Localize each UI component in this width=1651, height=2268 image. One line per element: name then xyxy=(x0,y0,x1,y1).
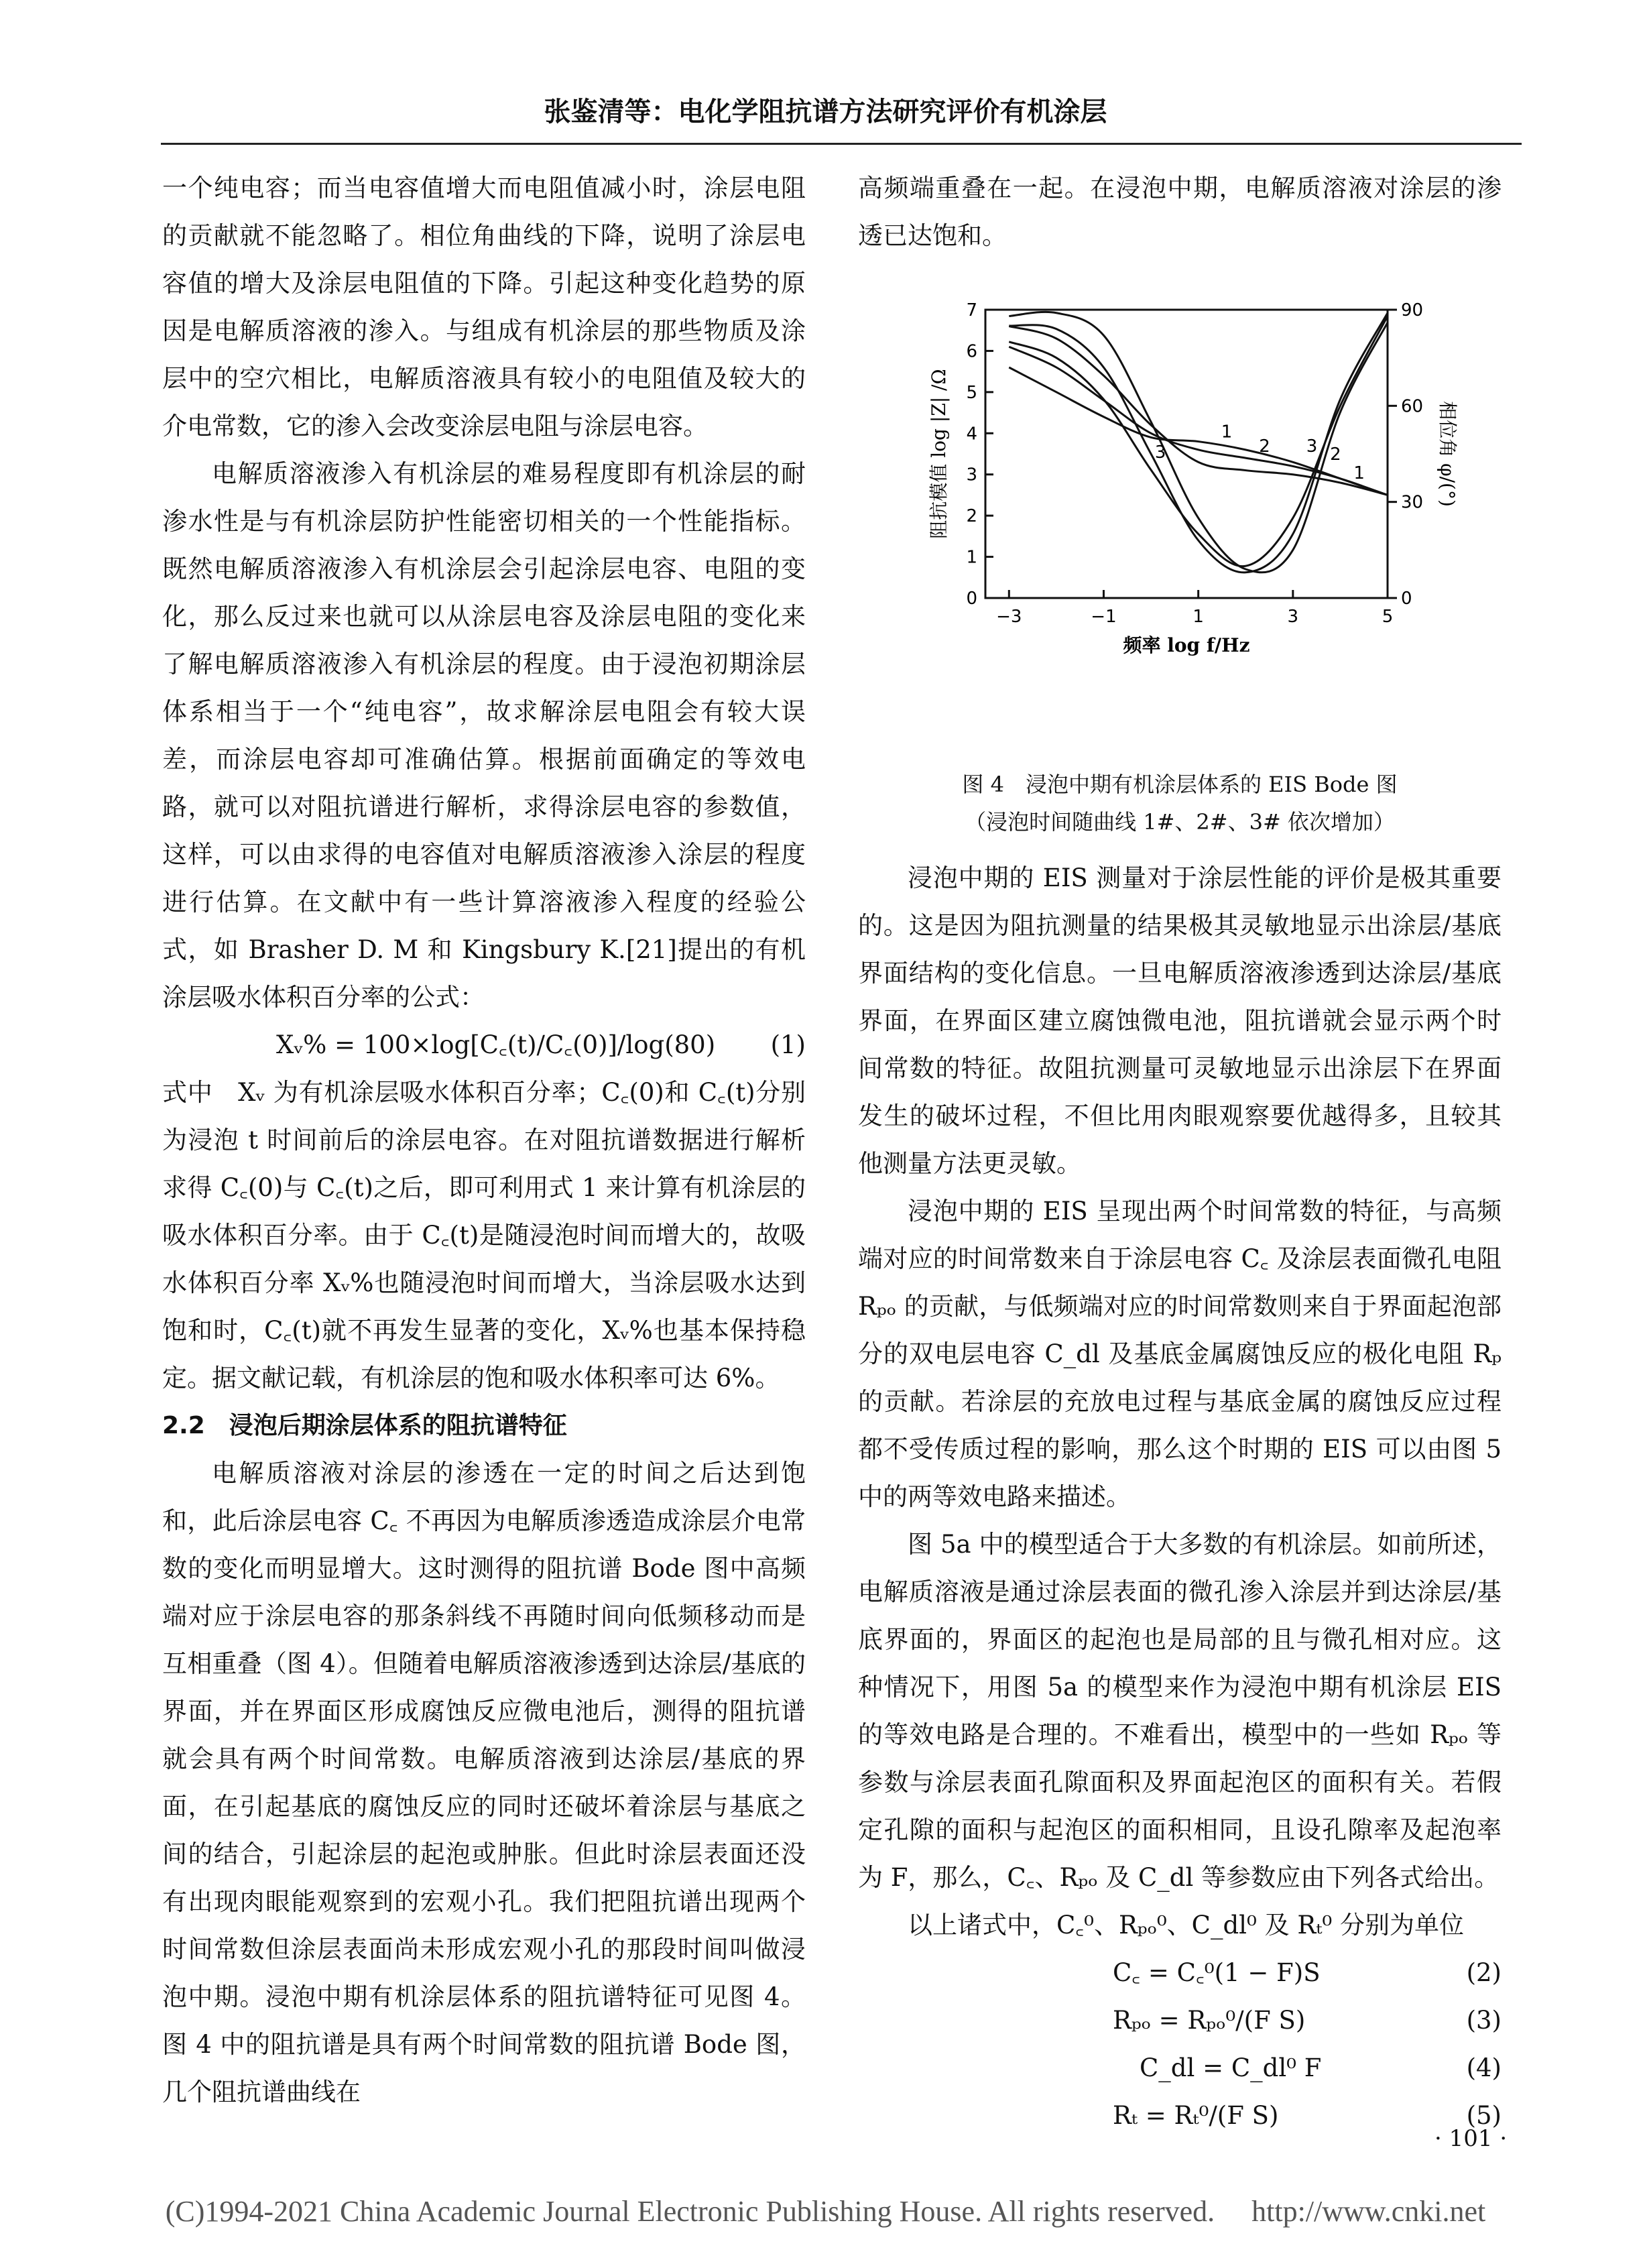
y-left-tick-label: 3 xyxy=(966,465,977,485)
right-paragraph-2: 浸泡中期的 EIS 测量对于涂层性能的评价是极其重要的。这是因为阻抗测量的结果极其灵敏地显示出涂层/基底界面结构的变化信息。一旦电解质溶液渗透到达涂层/基底界面，在界面区建立腐蚀微电池，阻抗谱就会显示两个时间常数的特征。故阻抗测量可灵敏地显示出涂层下在界面发生的破坏过程，不但比用肉眼观察要优越得多，且较其他测量方法更灵敏。 xyxy=(858,863,1502,1178)
left-paragraph-4: 电解质溶液对涂层的渗透在一定的时间之后达到饱和，此后涂层电容 C꜀ 不再因为电解质渗透造成涂层介电常数的变化而明显增大。这时测得的阻抗谱 Bode 图中高频端对应于涂层电容的那条斜线不再随时间向低频移动而是互相重叠（图 4）。但随着电解质溶液渗透到达涂层/基底的界面，并在界面区形成腐蚀反应微电池后，测得的阻抗谱就会具有两个时间常数。电解质溶液到达涂层/基底的界面，在引起基底的腐蚀反应的同时还破坏着涂层与基底之间的结合，引起涂层的起泡或肿胀。但此时涂层表面还没有出现肉眼能观察到的宏观小孔。我们把阻抗谱出现两个时间常数但涂层表面尚未形成宏观小孔的那段时间叫做浸泡中期。浸泡中期有机涂层体系的阻抗谱特征可见图 4。图 4 中的阻抗谱是具有两个时间常数的阻抗谱 Bode 图，几个阻抗谱曲线在 xyxy=(162,1459,806,2106)
curve-label: 2 xyxy=(1330,444,1341,465)
x-tick-label: 3 xyxy=(1287,607,1299,627)
figure-caption-2: （浸泡时间随曲线 1#、2#、3# 依次增加） xyxy=(965,809,1395,835)
running-header: 张鉴清等：电化学阻抗谱方法研究评价有机涂层 xyxy=(544,97,1107,127)
formula-1 xyxy=(162,1021,806,1069)
curve-label: 2 xyxy=(1259,436,1270,457)
curve-label: 1 xyxy=(1221,422,1233,442)
formula-3-number: (3) xyxy=(1466,2006,1502,2035)
y-right-tick-label: 30 xyxy=(1401,492,1424,513)
right-paragraph-3: 浸泡中期的 EIS 呈现出两个时间常数的特征，与高频端对应的时间常数来自于涂层电容 C꜀ 及涂层表面微孔电阻 Rₚₒ 的贡献，与低频端对应的时间常数则来自于界面起泡部分的双电层电容 C_dl 及基底金属腐蚀反应的极化电阻 Rₚ 的贡献。若涂层的充放电过程与基底金属的腐蚀反应过程都不受传质过程的影响，那么这个时期的 EIS 可以由图 5 中的两等效电路来描述。 xyxy=(858,1197,1502,1511)
y-left-tick-label: 2 xyxy=(966,506,977,527)
formula-5-expression: Rₜ = Rₜ⁰/(F S) xyxy=(1113,2101,1279,2130)
y-left-tick-label: 7 xyxy=(966,300,977,320)
page-number: · 101 · xyxy=(1434,2125,1508,2152)
series-line-3 xyxy=(1009,367,1388,495)
y-left-tick-label: 6 xyxy=(966,341,977,362)
curve-label: 3 xyxy=(1154,442,1166,463)
x-tick-label: 5 xyxy=(1382,607,1394,627)
header-rule xyxy=(161,143,1522,145)
x-tick-label: −3 xyxy=(996,607,1022,627)
right-paragraph-5: 以上诸式中，C꜀⁰、Rₚₒ⁰、C_dl⁰ 及 Rₜ⁰ 分别为单位 xyxy=(908,1911,1464,1939)
figure-4 xyxy=(858,283,1502,752)
y-left-tick-label: 5 xyxy=(966,382,977,403)
formula-1-expression: Xᵥ% = 100×log[C꜀(t)/C꜀(0)]/log(80) xyxy=(276,1030,716,1059)
right-paragraph-4: 图 5a 中的模型适合于大多数的有机涂层。如前所述，电解质溶液是通过涂层表面的微孔渗入涂层并到达涂层/基底界面的，界面区的起泡也是局部的且与微孔相对应。这种情况下，用图 5a 的模型来作为浸泡中期有机涂层 EIS 的等效电路是合理的。不难看出，模型中的一些如 Rₚₒ 等参数与涂层表面孔隙面积及界面起泡区的面积有关。若假定孔隙的面积与起泡区的面积相同，且设孔隙率及起泡率为 F，那么，C꜀、Rₚₒ 及 C_dl 等参数应由下列各式给出。 xyxy=(858,1530,1502,1892)
formula-4-number: (4) xyxy=(1466,2053,1502,2082)
right-column xyxy=(858,164,1502,2139)
y-right-axis-label: 相位角 φ/(°) xyxy=(1436,401,1459,507)
formula-4-expression: C_dl = C_dl⁰ F xyxy=(1140,2053,1322,2082)
formula-3 xyxy=(858,1996,1502,2044)
curve-label: 1 xyxy=(1353,463,1365,483)
y-right-tick-label: 0 xyxy=(1401,589,1412,609)
left-paragraph-3: 式中 Xᵥ 为有机涂层吸水体积百分率；C꜀(0)和 C꜀(t)分别为浸泡 t 时间前后的涂层电容。在对阻抗谱数据进行解析求得 C꜀(0)与 C꜀(t)之后，即可利用式 1 来计算有机涂层的吸水体积百分率。由于 C꜀(t)是随浸泡时间而增大的，故吸水体积百分率 Xᵥ%也随浸泡时间而增大，当涂层吸水达到饱和时，C꜀(t)就不再发生显著的变化，Xᵥ%也基本保持稳定。据文献记载，有机涂层的饱和吸水体积率可达 6%。 xyxy=(162,1078,806,1392)
formula-5 xyxy=(858,2092,1502,2139)
series-line-1 xyxy=(1009,326,1388,495)
left-column xyxy=(162,164,806,2116)
y-right-tick-label: 90 xyxy=(1401,300,1424,320)
y-left-tick-label: 0 xyxy=(966,589,977,609)
y-left-tick-label: 4 xyxy=(966,424,977,444)
left-paragraph-2: 电解质溶液渗入有机涂层的难易程度即有机涂层的耐渗水性是与有机涂层防护性能密切相关的一个性能指标。既然电解质溶液渗入有机涂层会引起涂层电容、电阻的变化，那么反过来也就可以从涂层电容及涂层电阻的变化来了解电解质溶液渗入有机涂层的程度。由于浸泡初期涂层体系相当于一个“纯电容”，故求解涂层电阻会有较大误差，而涂层电容却可准确估算。根据前面确定的等效电路，就可以对阻抗谱进行解析，求得涂层电容的参数值，这样，可以由求得的电容值对电解质溶液渗入涂层的程度进行估算。在文献中有一些计算溶液渗入程度的经验公式，如 Brasher D. M 和 Kingsbury K.[21]提出的有机涂层吸水体积百分率的公式： xyxy=(162,459,806,1012)
formula-5-number: (5) xyxy=(1466,2101,1502,2130)
curve-label: 3 xyxy=(1306,436,1318,457)
figure-caption-1: 图 4 浸泡中期有机涂层体系的 EIS Bode 图 xyxy=(962,772,1398,797)
copyright-footer: (C)1994-2021 China Academic Journal Electronic Publishing House. All rights reserved. http://www.cnki.net xyxy=(165,2195,1486,2228)
formula-2 xyxy=(858,1949,1502,1996)
y-right-tick-label: 60 xyxy=(1401,396,1424,417)
left-paragraph-1: 一个纯电容；而当电容值增大而电阻值减小时，涂层电阻的贡献就不能忽略了。相位角曲线的下降，说明了涂层电容值的增大及涂层电阻值的下降。引起这种变化趋势的原因是电解质溶液的渗入。与组成有机涂层的那些物质及涂层中的空穴相比，电解质溶液具有较小的电阻值及较大的介电常数，它的渗入会改变涂层电阻与涂层电容。 xyxy=(162,174,806,440)
bode-chart xyxy=(858,283,1502,752)
formula-4 xyxy=(858,2044,1502,2092)
section-heading: 2.2 浸泡后期涂层体系的阻抗谱特征 xyxy=(162,1412,567,1439)
series-line-2 xyxy=(1009,347,1388,495)
formula-2-expression: C꜀ = C꜀⁰(1 − F)S xyxy=(1113,1958,1321,1987)
y-left-axis-label: 阻抗模值 log |Z| /Ω xyxy=(928,369,950,539)
y-left-tick-label: 1 xyxy=(966,547,977,568)
x-axis-label: 频率 log f/Hz xyxy=(1123,634,1250,656)
right-paragraph-1: 高频端重叠在一起。在浸泡中期，电解质溶液对涂层的渗透已达饱和。 xyxy=(858,174,1502,250)
formula-3-expression: Rₚₒ = Rₚₒ⁰/(F S) xyxy=(1113,2006,1306,2035)
formula-2-number: (2) xyxy=(1466,1958,1502,1987)
x-tick-label: −1 xyxy=(1091,607,1117,627)
formula-1-number: (1) xyxy=(770,1030,806,1059)
x-tick-label: 1 xyxy=(1193,607,1204,627)
